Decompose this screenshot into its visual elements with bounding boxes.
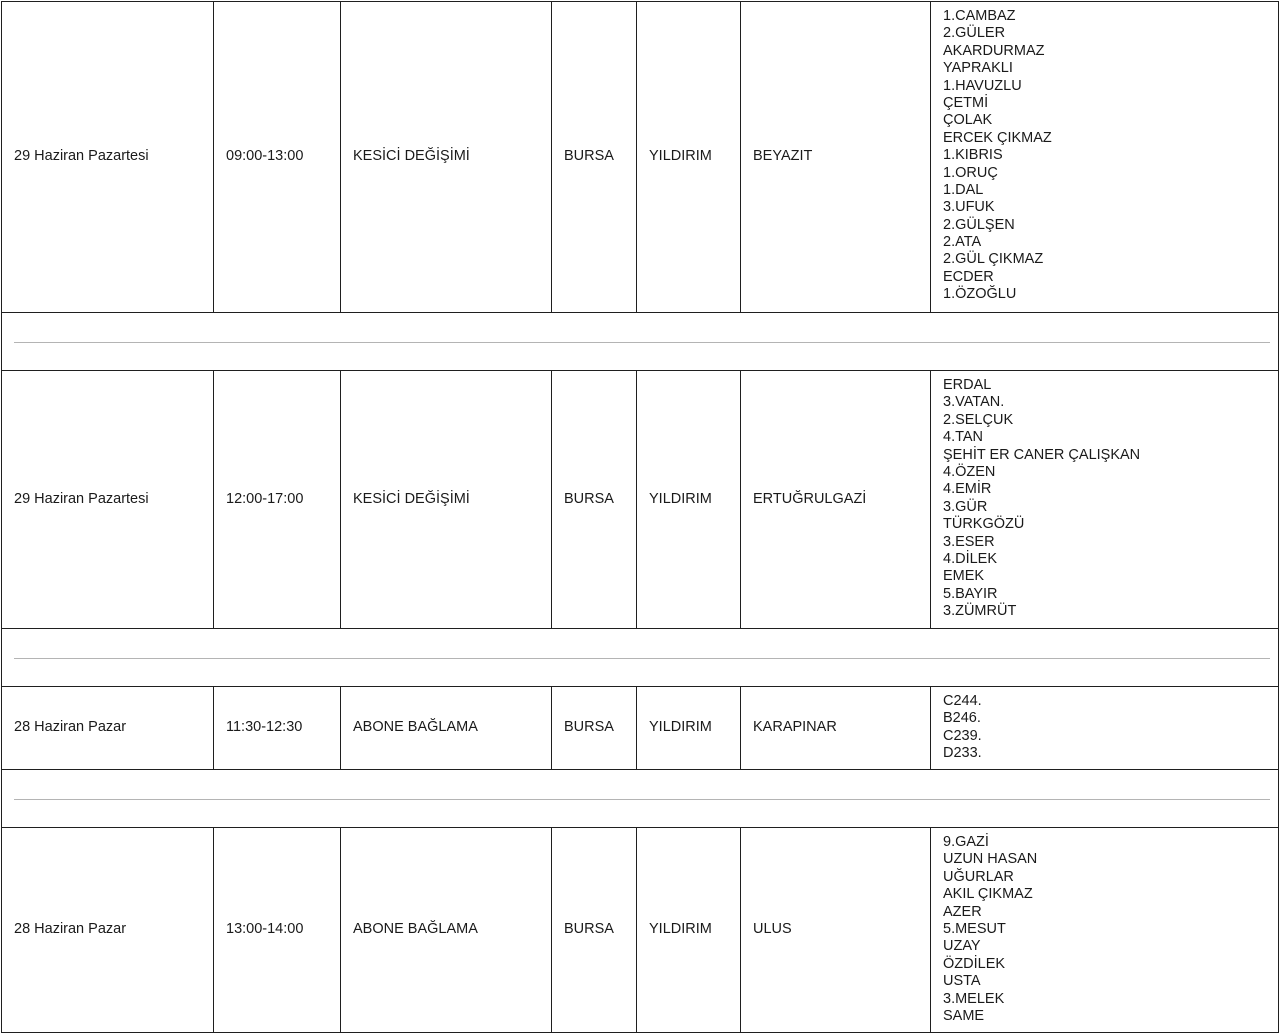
street-name: D233.: [943, 745, 982, 762]
street-name: ÇETMİ: [943, 94, 989, 111]
separator-row: [2, 770, 1279, 828]
street-name: 1.ORUÇ: [943, 164, 998, 181]
table-row: [2, 371, 1279, 629]
street-name: UZAY: [943, 938, 981, 955]
street-name: 5.MESUT: [943, 920, 1006, 937]
street-name: 4.TAN: [943, 429, 984, 446]
time-cell: 12:00-17:00: [214, 371, 341, 629]
street-name: 1.HAVUZLU: [943, 77, 1022, 94]
streets-cell: [931, 371, 1279, 629]
streets-cell: [931, 828, 1279, 1033]
work-type-cell: ABONE BAĞLAMA: [341, 687, 552, 770]
street-name: 3.UFUK: [943, 199, 995, 216]
neighborhood-cell: ERTUĞRULGAZİ: [741, 371, 931, 629]
street-name: 2.ATA: [943, 234, 982, 251]
street-name: 3.ZÜMRÜT: [943, 603, 1017, 620]
district-cell: YILDIRIM: [637, 371, 741, 629]
separator-cell: [2, 629, 1279, 687]
city-cell: BURSA: [552, 687, 637, 770]
street-name: ÇOLAK: [943, 112, 993, 129]
street-name: TÜRKGÖZÜ: [943, 516, 1025, 533]
street-name: 3.VATAN.: [943, 394, 1005, 411]
street-name: 5.BAYIR: [943, 585, 998, 602]
city-cell: BURSA: [552, 2, 637, 313]
street-name: EMEK: [943, 568, 985, 585]
street-name: 4.ÖZEN: [943, 463, 996, 480]
city-cell: BURSA: [552, 828, 637, 1033]
time-cell: 09:00-13:00: [214, 2, 341, 313]
street-name: 9.GAZİ: [943, 834, 989, 850]
street-name: 3.ESER: [943, 533, 995, 550]
street-name: 1.CAMBAZ: [943, 8, 1016, 24]
street-name: C239.: [943, 727, 982, 744]
streets-cell: [931, 687, 1279, 770]
street-name: 4.DİLEK: [943, 550, 997, 567]
street-name: UZUN HASAN: [943, 851, 1038, 868]
district-cell: YILDIRIM: [637, 828, 741, 1033]
work-type-cell: KESİCİ DEĞİŞİMİ: [341, 2, 552, 313]
separator-cell: [2, 770, 1279, 828]
street-name: 2.GÜL ÇIKMAZ: [943, 251, 1044, 268]
date-cell: 28 Haziran Pazar: [2, 687, 214, 770]
street-name: SAME: [943, 1007, 985, 1024]
street-name: YAPRAKLI: [943, 60, 1013, 77]
street-name: B246.: [943, 710, 981, 727]
street-name: 2.GÜLŞEN: [943, 216, 1015, 233]
district-cell: YILDIRIM: [637, 687, 741, 770]
streets-cell: [931, 2, 1279, 313]
date-cell: 29 Haziran Pazartesi: [2, 371, 214, 629]
street-name: 1.DAL: [943, 181, 984, 198]
separator-line: [14, 799, 1270, 800]
work-type-cell: KESİCİ DEĞİŞİMİ: [341, 371, 552, 629]
street-name: ECDER: [943, 268, 994, 285]
street-name: 1.ÖZOĞLU: [943, 286, 1017, 303]
street-name: USTA: [943, 973, 981, 990]
separator-row: [2, 313, 1279, 371]
date-cell: 28 Haziran Pazar: [2, 828, 214, 1033]
neighborhood-cell: BEYAZIT: [741, 2, 931, 313]
street-name: 1.KIBRIS: [943, 147, 1003, 164]
table-row: [2, 687, 1279, 770]
outage-schedule: [1, 1, 1278, 1033]
table-row: [2, 828, 1279, 1033]
street-name: AZER: [943, 903, 982, 920]
separator-cell: [2, 313, 1279, 371]
street-name: 3.MELEK: [943, 990, 1005, 1007]
street-name: 2.SELÇUK: [943, 411, 1014, 428]
time-cell: 11:30-12:30: [214, 687, 341, 770]
street-name: ŞEHİT ER CANER ÇALIŞKAN: [943, 446, 1141, 463]
street-name: C244.: [943, 693, 982, 709]
separator-line: [14, 658, 1270, 659]
street-name: 3.GÜR: [943, 498, 988, 515]
separator-row: [2, 629, 1279, 687]
street-name: 4.EMİR: [943, 481, 992, 498]
time-cell: 13:00-14:00: [214, 828, 341, 1033]
separator-line: [14, 342, 1270, 343]
table-row: [2, 2, 1279, 313]
street-name: 2.GÜLER: [943, 25, 1006, 42]
date-cell: 29 Haziran Pazartesi: [2, 2, 214, 313]
street-name: AKIL ÇIKMAZ: [943, 886, 1033, 903]
street-name: AKARDURMAZ: [943, 42, 1045, 59]
district-cell: YILDIRIM: [637, 2, 741, 313]
city-cell: BURSA: [552, 371, 637, 629]
neighborhood-cell: ULUS: [741, 828, 931, 1033]
street-name: UĞURLAR: [943, 868, 1014, 885]
street-name: ERCEK ÇIKMAZ: [943, 129, 1052, 146]
work-type-cell: ABONE BAĞLAMA: [341, 828, 552, 1033]
outage-table: [1, 1, 1279, 1033]
street-name: ERDAL: [943, 377, 992, 393]
neighborhood-cell: KARAPINAR: [741, 687, 931, 770]
street-name: ÖZDİLEK: [943, 955, 1006, 972]
